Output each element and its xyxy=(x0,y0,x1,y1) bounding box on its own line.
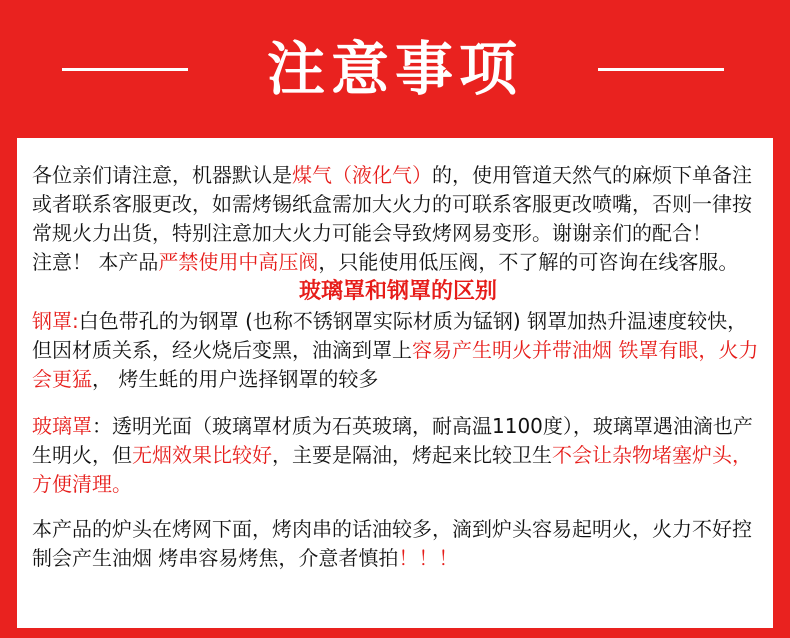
header-banner xyxy=(0,0,790,138)
notice-content xyxy=(32,161,764,573)
section-title: 玻璃罩和钢罩的区别 xyxy=(298,279,497,304)
valve-notice-text-b: ，只能使用低压阀，不了解的可咨询在线客服。 xyxy=(318,250,739,274)
glass-clean-highlight: 不会让杂物堵塞炉头，方便清理。 xyxy=(32,443,752,496)
steel-cover-description xyxy=(32,307,764,394)
gas-notice xyxy=(32,161,764,248)
burner-exclaim: ！！！ xyxy=(398,546,459,570)
gas-notice-text-a: 各位亲们请注意，机器默认是 xyxy=(32,163,292,187)
steel-text-a: 白色带孔的为钢罩 (也称不锈钢罩实际材质为锰钢) 钢罩加热升温速度较快，但因材质关系，经火烧后变黑，油滴到罩上 xyxy=(32,309,748,362)
page-title: 注意事项 xyxy=(266,35,523,103)
steel-cover-label: 钢罩: xyxy=(32,309,79,333)
steel-text-b: ， 烤生蚝的用户选择钢罩的较多 xyxy=(92,367,379,391)
gas-notice-text-b: 的，使用管道天然气的麻烦下单备注或者联系客服更改，如需烤锡纸盒需加大火力的可联系客服更改喷嘴，否则一律按常规火力出货，特别注意加大火力可能会导致烤网易变形。谢谢亲们的配合！ xyxy=(32,163,752,245)
glass-cover-label: 玻璃罩 xyxy=(32,414,92,438)
glass-text-a: ：透明光面（玻璃罩材质为石英玻璃，耐高温1100度），玻璃罩遇油滴也产生明火，但 xyxy=(32,414,753,467)
glass-text-b: ，主要是隔油，烤起来比较卫生 xyxy=(272,443,552,467)
valve-notice xyxy=(32,248,764,277)
steel-warning-highlight: 容易产生明火并带油烟 铁罩有眼，火力会更猛 xyxy=(32,338,759,391)
gas-type-highlight: 煤气（液化气） xyxy=(292,163,432,187)
glass-cover-description xyxy=(32,412,764,499)
valve-notice-text-a: 注意！ 本产品 xyxy=(32,250,159,274)
glass-smoke-highlight: 无烟效果比较好 xyxy=(132,443,272,467)
title-rule-right xyxy=(598,68,724,71)
burner-notice-text: 本产品的炉头在烤网下面，烤肉串的话油较多，滴到炉头容易起明火，火力不好控制会产生油烟 烤串容易烤焦，介意者慎拍 xyxy=(32,517,752,570)
burner-notice xyxy=(32,515,764,573)
valve-forbid-highlight: 严禁使用中高压阀 xyxy=(158,250,319,274)
